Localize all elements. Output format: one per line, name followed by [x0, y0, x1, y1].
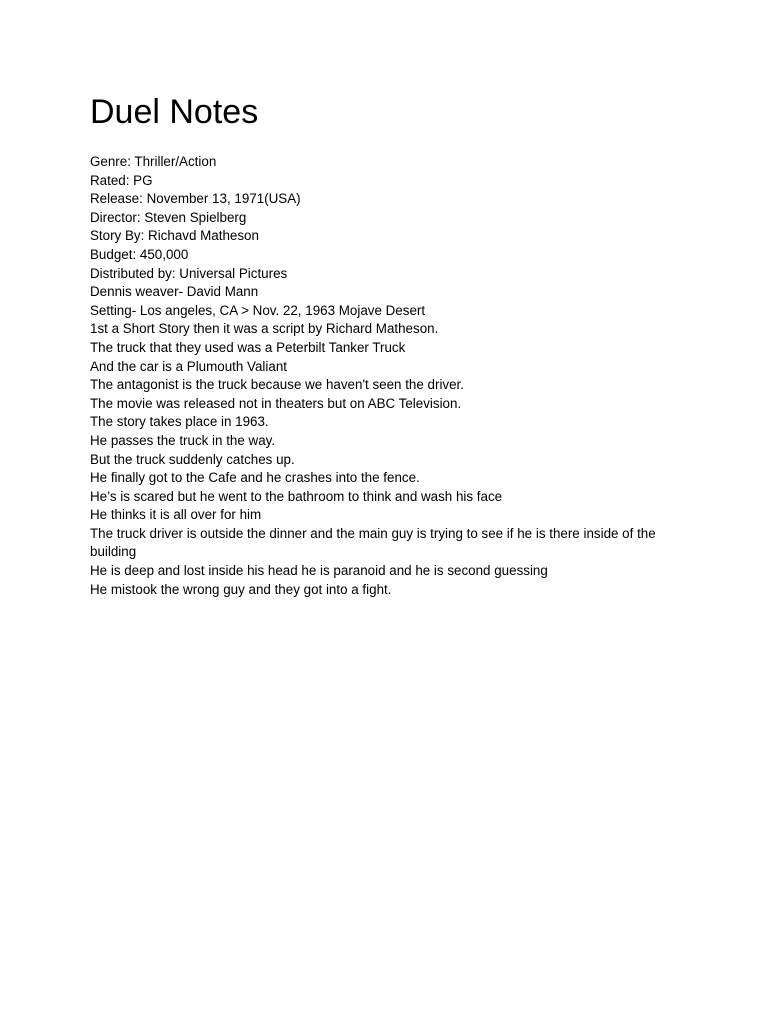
body-line: The antagonist is the truck because we haven't seen the driver. — [90, 377, 464, 393]
body-line: And the car is a Plumouth Valiant — [90, 358, 288, 374]
body-line: Story By: Richavd Matheson — [90, 228, 259, 244]
body-line: He is deep and lost inside his head he is paranoid and he is second guessing — [90, 563, 548, 579]
document-body — [90, 153, 690, 599]
body-line: Setting- Los angeles, CA > Nov. 22, 1963 Mojave Desert — [90, 302, 426, 318]
body-line: Release: November 13, 1971(USA) — [90, 191, 301, 207]
body-line: 1st a Short Story then it was a script by Richard Matheson. — [90, 321, 439, 337]
body-line: Distributed by: Universal Pictures — [90, 265, 288, 281]
body-line: The story takes place in 1963. — [90, 414, 269, 430]
body-line: He thinks it is all over for him — [90, 507, 262, 523]
body-line: He’s is scared but he went to the bathroom to think and wash his face — [90, 488, 503, 504]
body-line: Dennis weaver- David Mann — [90, 284, 259, 300]
body-line: He passes the truck in the way. — [90, 432, 276, 448]
body-line: But the truck suddenly catches up. — [90, 451, 295, 467]
body-line: Genre: Thriller/Action — [90, 154, 217, 169]
body-line: The truck that they used was a Peterbilt Tanker Truck — [90, 339, 406, 355]
body-line: He finally got to the Cafe and he crashes into the fence. — [90, 470, 420, 486]
body-line: building — [90, 544, 137, 560]
body-line: The truck driver is outside the dinner and the main guy is trying to see if he is there inside of the — [90, 525, 656, 541]
body-line: Director: Steven Spielberg — [90, 209, 247, 225]
body-line: Rated: PG — [90, 172, 153, 188]
body-line: The movie was released not in theaters but on ABC Television. — [90, 395, 462, 411]
body-line: He mistook the wrong guy and they got into a fight. — [90, 581, 392, 597]
document-title: Duel Notes — [90, 93, 259, 131]
body-line: Budget: 450,000 — [90, 246, 189, 262]
